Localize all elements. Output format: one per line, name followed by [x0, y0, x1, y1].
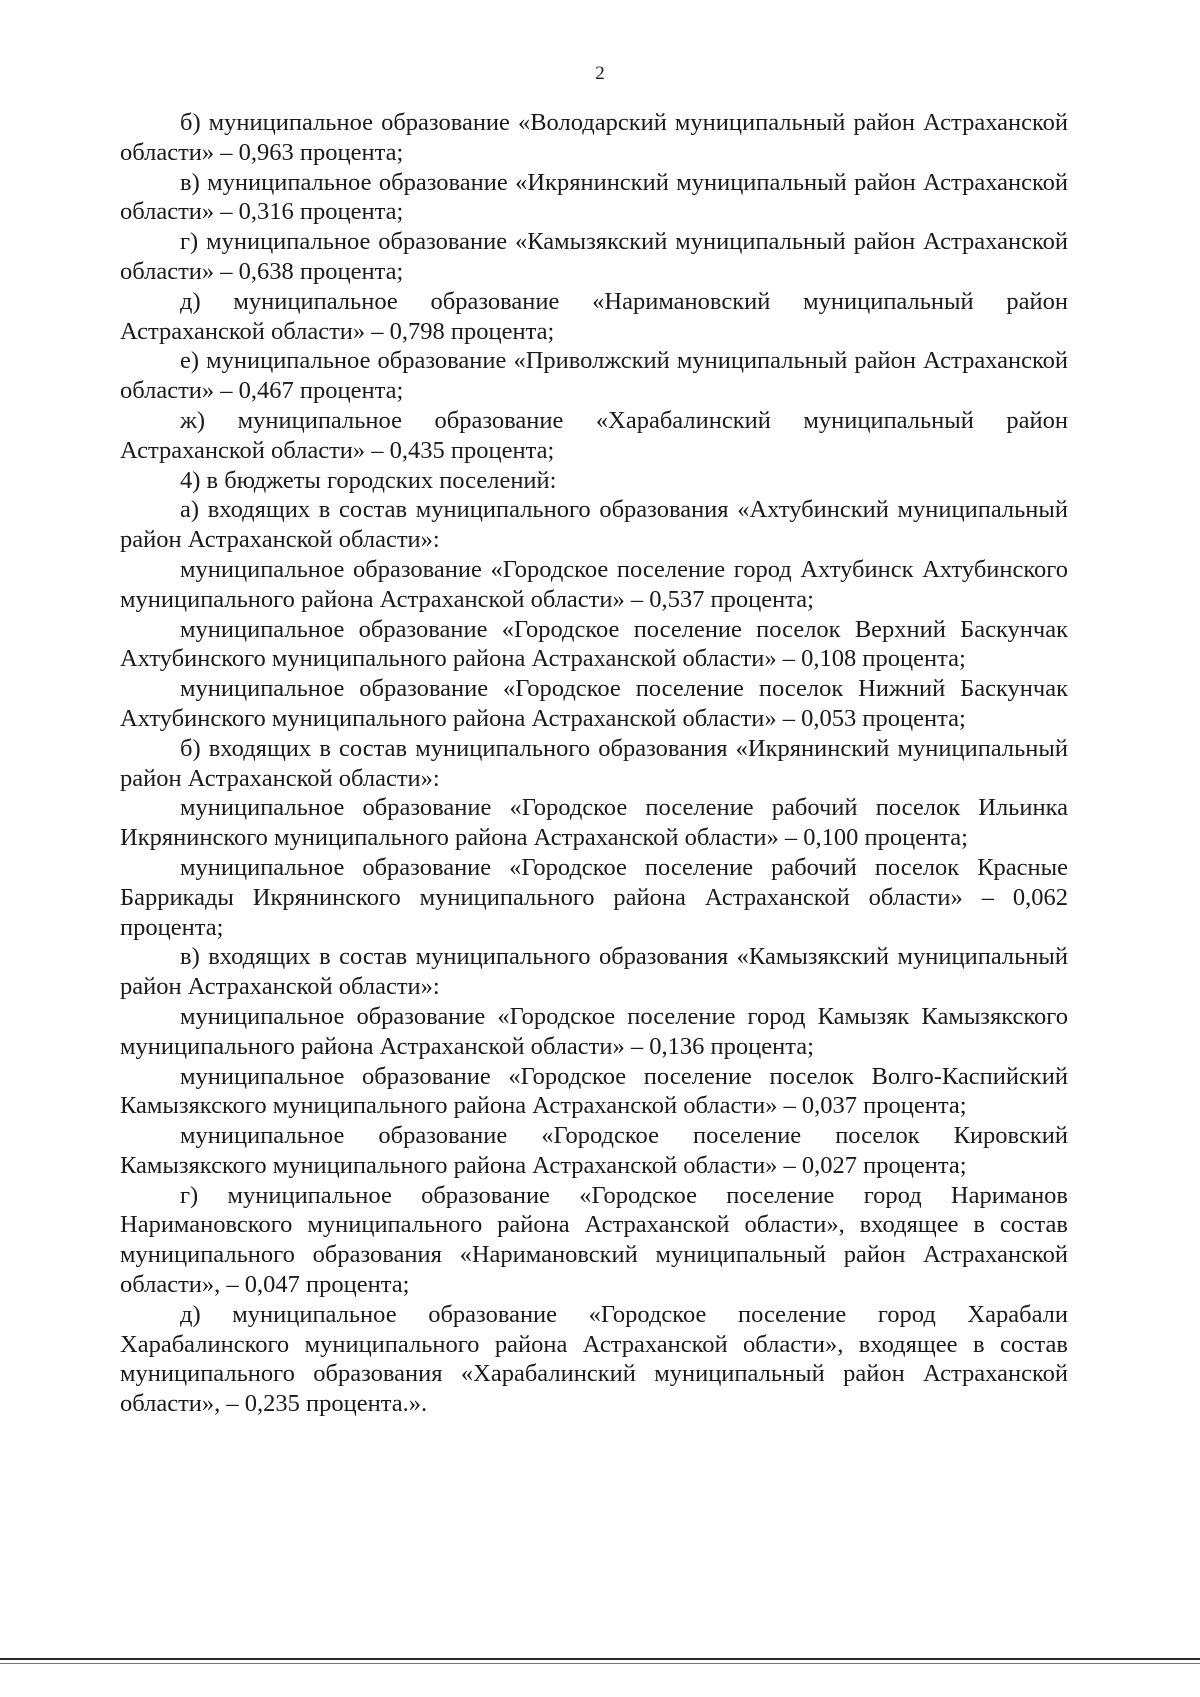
paragraph-a-akhtubinsky: а) входящих в состав муниципального образования «Ахтубинский муниципальный район Астраханской области»: — [120, 496, 1068, 554]
paragraph-g-narimanov: г) муниципальное образование «Городское поселение город Нариманов Наримановского муниципального района Астраханской области», входящее в состав муниципального образования «Наримановский муниципальный район Астраханской области», – 0,047 процента; — [120, 1181, 1068, 1299]
document-body — [120, 108, 1068, 1419]
paragraph-krasnye-barrikady: муниципальное образование «Городское поселение рабочий поселок Красные Баррикады Икрянинского муниципального района Астраханской области» – 0,062 процента; — [120, 853, 1068, 941]
paragraph-volgo-kaspiysky: муниципальное образование «Городское поселение поселок Волго-Каспийский Камызякского муниципального района Астраханской области» – 0,037 процента; — [120, 1062, 1068, 1120]
paragraph-kirovsky: муниципальное образование «Городское поселение поселок Кировский Камызякского муниципального района Астраханской области» – 0,027 процента; — [120, 1122, 1068, 1179]
paragraph-b-volodarsky: б) муниципальное образование «Володарский муниципальный район Астраханской области» – 0,963 процента; — [120, 109, 1068, 166]
bottom-scan-edge-secondary — [0, 1663, 1200, 1664]
paragraph-e-privolzhsky: е) муниципальное образование «Приволжский муниципальный район Астраханской области» – 0,467 процента; — [120, 347, 1068, 405]
paragraph-verkhny-baskunchak: муниципальное образование «Городское поселение поселок Верхний Баскунчак Ахтубинского муниципального района Астраханской области» – 0,108 процента; — [120, 615, 1068, 673]
paragraph-v-ikryaninsky: в) муниципальное образование «Икрянинский муниципальный район Астраханской области» – 0,316 процента; — [120, 168, 1068, 226]
paragraph-akhtubinsk-city: муниципальное образование «Городское поселение город Ахтубинск Ахтубинского муниципального района Астраханской области» – 0,537 процента; — [120, 555, 1068, 613]
page-number: 2 — [595, 63, 605, 84]
paragraph-g-kamyzyaksky: г) муниципальное образование «Камызякский муниципальный район Астраханской области» – 0,638 процента; — [120, 228, 1068, 285]
paragraph-zh-kharabalinsky: ж) муниципальное образование «Харабалинский муниципальный район Астраханской области» – 0,435 процента; — [120, 406, 1068, 464]
paragraph-v-kamyzyaksky: в) входящих в состав муниципального образования «Камызякский муниципальный район Астраханской области»: — [120, 943, 1068, 1001]
paragraph-ilyinka: муниципальное образование «Городское поселение рабочий поселок Ильинка Икрянинского муниципального района Астраханской области» – 0,100 процента; — [120, 794, 1068, 852]
bottom-scan-edge — [0, 1658, 1200, 1660]
paragraph-nizhny-baskunchak: муниципальное образование «Городское поселение поселок Нижний Баскунчак Ахтубинского муниципального района Астраханской области» – 0,053 процента; — [120, 675, 1068, 732]
paragraph-d-narimanovsky: д) муниципальное образование «Наримановский муниципальный район Астраханской области» – 0,798 процента; — [120, 287, 1068, 345]
paragraph-4-urban-settlements: 4) в бюджеты городских поселений: — [180, 466, 557, 494]
paragraph-b-ikryaninsky: б) входящих в состав муниципального образования «Икрянинский муниципальный район Астраханской области»: — [120, 734, 1068, 792]
paragraph-kamyzyak-city: муниципальное образование «Городское поселение город Камызяк Камызякского муниципального района Астраханской области» – 0,136 процента; — [120, 1002, 1068, 1060]
paragraph-d-kharabali: д) муниципальное образование «Городское поселение город Харабали Харабалинского муниципального района Астраханской области», входящее в состав муниципального образования «Харабалинский муниципальный район Астраханской области», – 0,235 процента.». — [120, 1300, 1068, 1418]
